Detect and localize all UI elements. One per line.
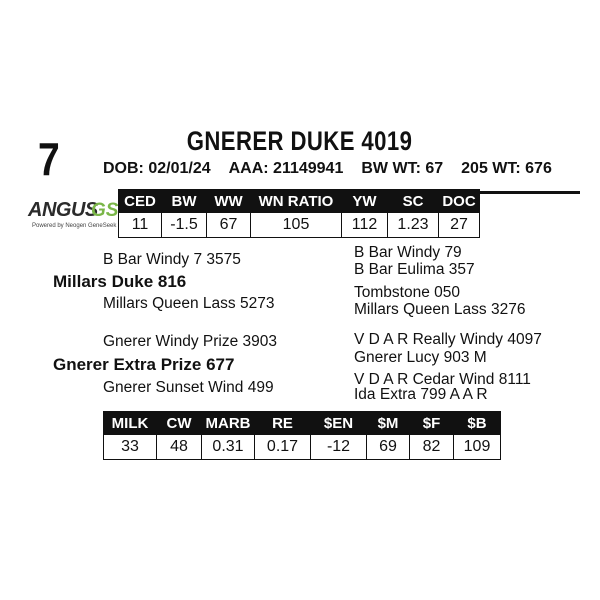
epd-value: 0.31	[202, 435, 255, 460]
epd-value: 11	[119, 213, 162, 238]
epd-header: RE	[255, 412, 311, 435]
dam-dam-sire: V D A R Cedar Wind 8111	[354, 371, 531, 388]
epd-table-top	[118, 189, 480, 238]
logo-main: ANGUS	[28, 199, 98, 221]
dam-dam-dam: Ida Extra 799 A A R	[354, 386, 488, 403]
epd-value: -1.5	[162, 213, 207, 238]
epd-header: $F	[410, 412, 454, 435]
epd-value: 48	[157, 435, 202, 460]
epd-value: 67	[207, 213, 251, 238]
epd-header: BW	[162, 190, 207, 213]
epd-table-bottom	[103, 411, 501, 460]
dam: Gnerer Extra Prize 677	[53, 355, 235, 374]
info-line	[103, 160, 552, 178]
epd-value: 105	[251, 213, 342, 238]
epd-value: 109	[454, 435, 501, 460]
epd-header: $B	[454, 412, 501, 435]
epd-value: -12	[311, 435, 367, 460]
aaa-number: AAA: 21149941	[228, 160, 344, 177]
sire-sire-sire: B Bar Windy 79	[354, 244, 462, 261]
birth-weight: BW WT: 67	[361, 160, 444, 177]
epd-value: 112	[342, 213, 388, 238]
epd-value: 27	[439, 213, 480, 238]
sire-dam-dam: Millars Queen Lass 3276	[354, 301, 526, 318]
epd-header: WW	[207, 190, 251, 213]
logo-accent: GS	[91, 200, 119, 221]
logo-tagline: Powered by Neogen GeneSeek	[32, 223, 117, 229]
epd-header: MARB	[202, 412, 255, 435]
dam-sire-dam: Gnerer Lucy 903 M	[354, 349, 487, 366]
dam-sire-sire: V D A R Really Windy 4097	[354, 331, 542, 348]
epd-header: $EN	[311, 412, 367, 435]
sire-sire-dam: B Bar Eulima 357	[354, 261, 475, 278]
epd-value: 0.17	[255, 435, 311, 460]
angus-gs-logo	[28, 199, 119, 235]
dob: DOB: 02/01/24	[103, 160, 211, 177]
lot-number: 7	[38, 133, 60, 185]
epd-value: 69	[367, 435, 410, 460]
epd-value: 82	[410, 435, 454, 460]
epd-value: 1.23	[388, 213, 439, 238]
epd-header: WN RATIO	[251, 190, 342, 213]
epd-header: CW	[157, 412, 202, 435]
sire-dam: Millars Queen Lass 5273	[103, 295, 275, 312]
dam-dam: Gnerer Sunset Wind 499	[103, 379, 274, 396]
epd-header: DOC	[439, 190, 480, 213]
sire: Millars Duke 816	[53, 272, 187, 291]
animal-name	[0, 126, 600, 156]
epd-header: MILK	[104, 412, 157, 435]
dam-sire: Gnerer Windy Prize 3903	[103, 333, 278, 350]
epd-value: 33	[104, 435, 157, 460]
epd-header: CED	[119, 190, 162, 213]
epd-header: YW	[342, 190, 388, 213]
epd-header: SC	[388, 190, 439, 213]
epd-header: $M	[367, 412, 410, 435]
sire-dam-sire: Tombstone 050	[354, 284, 460, 301]
animal-name-text: GNERER DUKE 4019	[187, 126, 413, 156]
weight-205: 205 WT: 676	[461, 160, 552, 177]
sire-sire: B Bar Windy 7 3575	[103, 251, 241, 268]
